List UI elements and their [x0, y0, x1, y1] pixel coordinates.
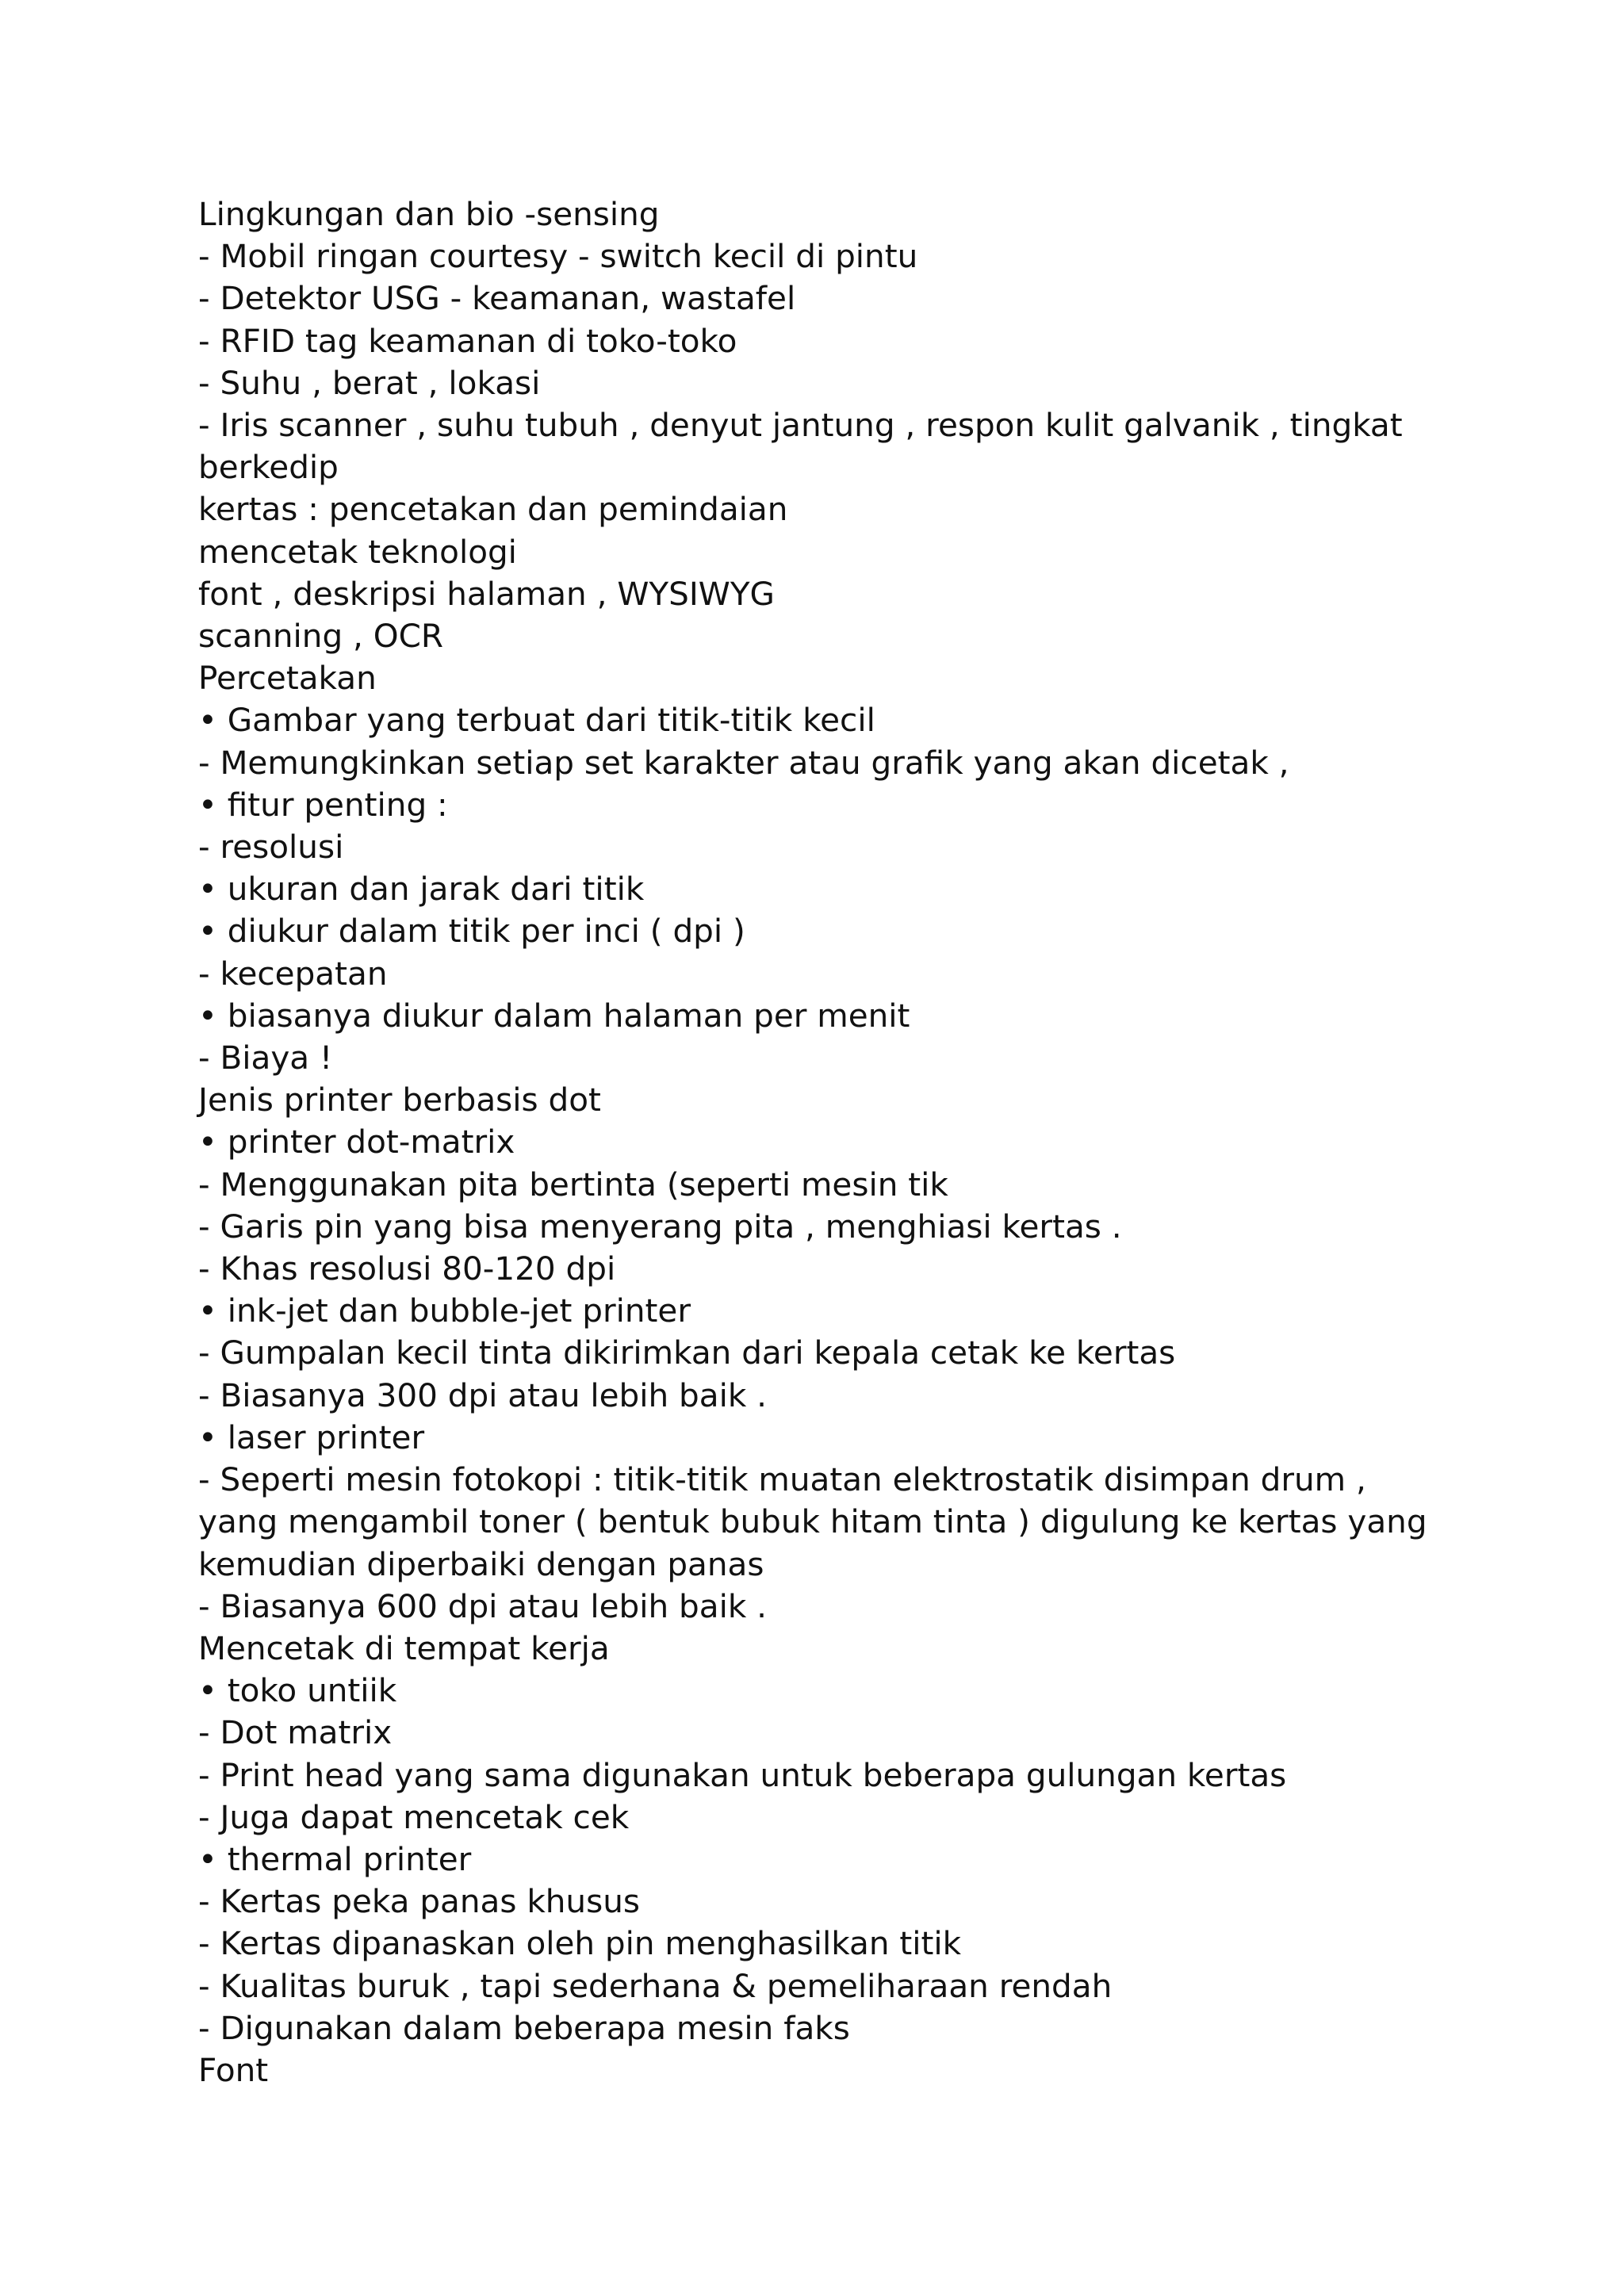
list-item: - Digunakan dalam beberapa mesin faks	[198, 2008, 850, 2047]
list-item: - Iris scanner , suhu tubuh , denyut jantung , respon kulit galvanik , tingkat berkedip	[198, 406, 1413, 487]
list-item: - Biaya !	[198, 1039, 333, 1077]
bullet-item: • biasanya diukur dalam halaman per menit	[198, 996, 910, 1035]
list-item: - Print head yang sama digunakan untuk beberapa gulungan kertas	[198, 1755, 1287, 1794]
list-item: - Seperti mesin fotokopi : titik-titik muatan elektrostatik disimpan drum , yang mengambil toner ( bentuk bubuk hitam tinta ) digulung ke kertas yang kemudian diperbaiki dengan panas	[198, 1460, 1438, 1583]
bullet-item: • diukur dalam titik per inci ( dpi )	[198, 912, 745, 951]
list-item: - Kertas peka panas khusus	[198, 1882, 640, 1921]
list-item: - Gumpalan kecil tinta dikirimkan dari kepala cetak ke kertas	[198, 1334, 1176, 1372]
list-item: - Dot matrix	[198, 1713, 393, 1752]
bullet-item: • Gambar yang terbuat dari titik-titik kecil	[198, 701, 875, 740]
bullet-item: • ukuran dan jarak dari titik	[198, 870, 645, 909]
list-item: - kecepatan	[198, 954, 388, 993]
list-item: - Menggunakan pita bertinta (seperti mesin tik	[198, 1165, 948, 1203]
text-line: scanning , OCR	[198, 617, 444, 656]
list-item: - RFID tag keamanan di toko-toko	[198, 321, 737, 360]
list-item: - Biasanya 300 dpi atau lebih baik .	[198, 1376, 768, 1414]
text-line: mencetak teknologi	[198, 532, 517, 571]
section-heading: Font	[198, 2050, 269, 2089]
list-item: - Juga dapat mencetak cek	[198, 1797, 630, 1836]
bullet-item: • laser printer	[198, 1418, 425, 1456]
list-item: - Mobil ringan courtesy - switch kecil di pintu	[198, 237, 918, 276]
list-item: - Detektor USG - keamanan, wastafel	[198, 279, 796, 318]
list-item: - Biasanya 600 dpi atau lebih baik .	[198, 1586, 768, 1625]
section-heading: Percetakan	[198, 659, 377, 698]
bullet-item: • toko untiik	[198, 1671, 397, 1710]
bullet-item: • thermal printer	[198, 1839, 472, 1878]
section-heading: kertas : pencetakan dan pemindaian	[198, 490, 788, 529]
list-item: - Khas resolusi 80-120 dpi	[198, 1249, 616, 1288]
list-item: - resolusi	[198, 828, 344, 867]
list-item: - Memungkinkan setiap set karakter atau grafik yang akan dicetak ,	[198, 743, 1289, 782]
section-heading: Jenis printer berbasis dot	[198, 1081, 601, 1119]
text-line: font , deskripsi halaman , WYSIWYG	[198, 574, 775, 613]
bullet-item: • ink-jet dan bubble-jet printer	[198, 1292, 691, 1330]
section-heading: Mencetak di tempat kerja	[198, 1628, 610, 1667]
list-item: - Garis pin yang bisa menyerang pita , menghiasi kertas .	[198, 1207, 1122, 1246]
section-heading: Lingkungan dan bio -sensing	[198, 195, 660, 233]
list-item: - Suhu , berat , lokasi	[198, 363, 541, 402]
bullet-item: • fitur penting :	[198, 785, 448, 824]
list-item: - Kertas dipanaskan oleh pin menghasilkan titik	[198, 1924, 962, 1963]
document-body	[198, 193, 1438, 2091]
list-item: - Kualitas buruk , tapi sederhana & pemeliharaan rendah	[198, 1966, 1113, 2005]
bullet-item: • printer dot-matrix	[198, 1123, 515, 1161]
